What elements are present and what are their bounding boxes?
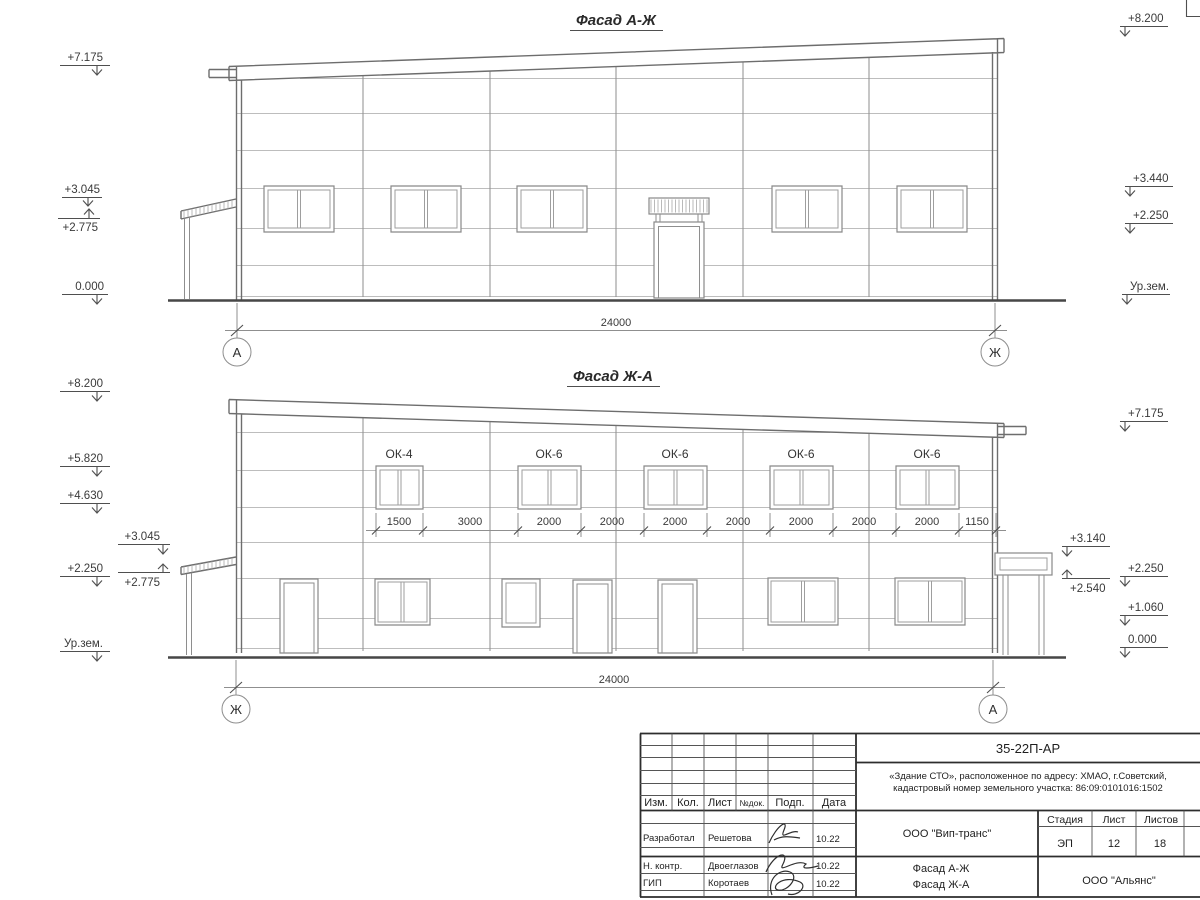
elevation-mark <box>62 184 102 206</box>
axis-left <box>223 338 251 366</box>
mark-symbol <box>60 467 110 477</box>
stage-value: ЭП <box>1057 838 1073 850</box>
mark-symbol <box>1125 224 1173 234</box>
row-role: Разработал <box>643 833 695 844</box>
mark-symbol <box>62 295 108 305</box>
stage-label: Стадия <box>1047 814 1083 826</box>
row-role: Н. контр. <box>643 861 683 872</box>
elevation-mark <box>1122 281 1170 304</box>
mark-symbol <box>1062 547 1110 557</box>
mark-symbol <box>1120 577 1168 587</box>
row-name: Двоеглазов <box>708 861 759 872</box>
dim-value: 2000 <box>851 516 877 528</box>
elevation-mark <box>60 638 110 661</box>
dim-total-label: 24000 <box>598 674 630 686</box>
doors-outer <box>280 579 697 653</box>
sheets-label: Листов <box>1143 814 1179 826</box>
facade-bottom-title: Фасад Ж-А <box>573 368 653 385</box>
dim-value: 2000 <box>599 516 625 528</box>
facade-bottom <box>60 368 1168 723</box>
signature <box>769 824 800 843</box>
mark-value: +3.440 <box>1133 173 1169 185</box>
mark-value: Ур.зем. <box>63 638 103 650</box>
mark-value: +2.250 <box>67 563 103 575</box>
mark-symbol <box>1062 570 1110 579</box>
col-data: Дата <box>821 797 847 809</box>
mark-symbol <box>60 66 110 76</box>
dim-value: 1150 <box>965 516 989 528</box>
canopy-brackets <box>656 214 702 222</box>
doc-number: 35-22П-АР <box>995 741 1061 756</box>
elevation-mark <box>1120 634 1168 657</box>
elevation-mark <box>60 378 110 401</box>
axis-label: А <box>988 702 998 717</box>
dim-total-label: 24000 <box>600 317 632 329</box>
mark-symbol <box>1120 27 1168 37</box>
porch-posts <box>1003 575 1044 655</box>
mark-value: +2.540 <box>1070 583 1106 595</box>
elevation-mark <box>58 209 100 234</box>
dim-value: 2000 <box>536 516 562 528</box>
mark-value: +2.250 <box>1133 210 1169 222</box>
elevation-mark <box>1120 408 1168 431</box>
mark-symbol <box>118 564 170 573</box>
project-description-line2: кадастровый номер земельного участка: 86:09:0101016:1502 <box>893 783 1163 794</box>
building-outline <box>209 38 1004 300</box>
mark-symbol <box>58 209 100 219</box>
porch-canopy <box>995 553 1052 575</box>
mark-value: Ур.зем. <box>1130 281 1170 293</box>
mark-value: +2.775 <box>62 222 98 234</box>
door-frame <box>654 222 704 298</box>
axis-label: Ж <box>988 345 1002 360</box>
elevation-mark <box>1125 210 1173 233</box>
porch-post <box>185 218 190 299</box>
mark-value: +7.175 <box>67 52 103 64</box>
elevation-mark <box>1062 533 1110 556</box>
mark-value: +3.045 <box>64 184 100 196</box>
dimension-chain <box>366 513 1006 537</box>
axis-label: Ж <box>229 702 243 717</box>
col-podp: Подп. <box>775 797 805 809</box>
window-label: ОК-6 <box>913 447 941 461</box>
elevation-mark <box>60 453 110 476</box>
mark-value: +1.060 <box>1128 602 1164 614</box>
project-description-line1: «Здание СТО», расположенное по адресу: ХМАО, г.Советский, <box>889 771 1167 782</box>
dimension-total <box>225 303 1007 338</box>
window-label: ОК-6 <box>787 447 815 461</box>
mark-symbol <box>1122 295 1170 305</box>
elevation-mark <box>1120 602 1168 625</box>
axis-right <box>979 695 1007 723</box>
dim-value: 2000 <box>662 516 688 528</box>
column-lines <box>363 57 869 297</box>
signature <box>766 855 818 872</box>
dim-value: 2000 <box>914 516 940 528</box>
mark-symbol <box>60 577 110 587</box>
col-kol: Кол. <box>677 797 699 809</box>
row-date: 10.22 <box>816 834 840 845</box>
dim-value: 2000 <box>788 516 814 528</box>
sheets-value: 18 <box>1153 838 1167 850</box>
mark-symbol <box>1120 616 1168 626</box>
mark-value: +2.250 <box>1128 563 1164 575</box>
elevation-mark <box>1120 13 1168 36</box>
company: ООО "Вип-транс" <box>902 828 992 840</box>
elevation-mark <box>1062 570 1110 595</box>
elevation-mark <box>1120 563 1168 586</box>
axis-right <box>981 338 1009 366</box>
row-name: Коротаев <box>708 878 750 889</box>
row-role: ГИП <box>643 878 662 889</box>
porch-right <box>995 553 1052 655</box>
mark-value: +8.200 <box>1128 13 1164 25</box>
panel-joints <box>237 79 997 297</box>
sheet-label: Лист <box>1102 814 1126 826</box>
porch-post <box>187 573 192 655</box>
mark-symbol <box>60 392 110 402</box>
mark-symbol <box>118 545 170 555</box>
facade-top-title: Фасад А-Ж <box>576 12 656 29</box>
mark-symbol <box>60 504 110 514</box>
window-label: ОК-6 <box>535 447 563 461</box>
facade-top <box>58 12 1173 366</box>
frame-corner <box>1187 0 1200 17</box>
elevation-mark <box>118 531 170 554</box>
window-label: ОК-6 <box>661 447 689 461</box>
content-line1: Фасад А-Ж <box>912 863 970 875</box>
elevation-mark <box>60 563 110 586</box>
dim-value: 2000 <box>725 516 751 528</box>
mark-value: +8.200 <box>67 378 103 390</box>
mark-value: +5.820 <box>67 453 103 465</box>
elevation-mark <box>1125 173 1173 196</box>
dim-value: 1500 <box>386 516 412 528</box>
org: ООО "Альянс" <box>1082 875 1156 887</box>
mark-symbol <box>1120 648 1168 658</box>
entrance-door <box>649 198 709 298</box>
mark-symbol <box>1125 187 1173 197</box>
row-date: 10.22 <box>816 879 840 890</box>
col-izm: Изм. <box>644 797 668 809</box>
mark-value: 0.000 <box>1128 634 1157 646</box>
title-block <box>640 734 1200 898</box>
mark-value: +2.775 <box>124 577 160 589</box>
dim-value: 3000 <box>457 516 483 528</box>
porch-left <box>181 557 236 655</box>
mark-value: +4.630 <box>67 490 103 502</box>
elevation-mark <box>60 490 110 513</box>
window-label: ОК-4 <box>385 447 413 461</box>
mark-value: 0.000 <box>75 281 104 293</box>
row-name: Решетова <box>708 833 752 844</box>
dimension-total <box>224 660 1005 695</box>
elevation-mark <box>60 52 110 75</box>
mark-symbol <box>60 652 110 662</box>
mark-symbol <box>1120 422 1168 432</box>
col-list: Лист <box>708 797 732 809</box>
elevation-mark <box>118 564 170 589</box>
axis-label: А <box>232 345 242 360</box>
mark-symbol <box>62 198 102 207</box>
porch-left <box>181 199 236 299</box>
signature <box>771 871 803 895</box>
windows-upper-outer <box>376 466 959 509</box>
sheet-value: 12 <box>1107 838 1121 850</box>
content-line2: Фасад Ж-А <box>912 879 970 891</box>
mark-value: +3.140 <box>1070 533 1106 545</box>
mark-value: +3.045 <box>124 531 160 543</box>
row-date: 10.22 <box>816 861 840 872</box>
col-ndok: №док. <box>739 798 765 808</box>
axis-left <box>222 695 250 723</box>
elevation-mark <box>62 281 108 304</box>
mark-value: +7.175 <box>1128 408 1164 420</box>
